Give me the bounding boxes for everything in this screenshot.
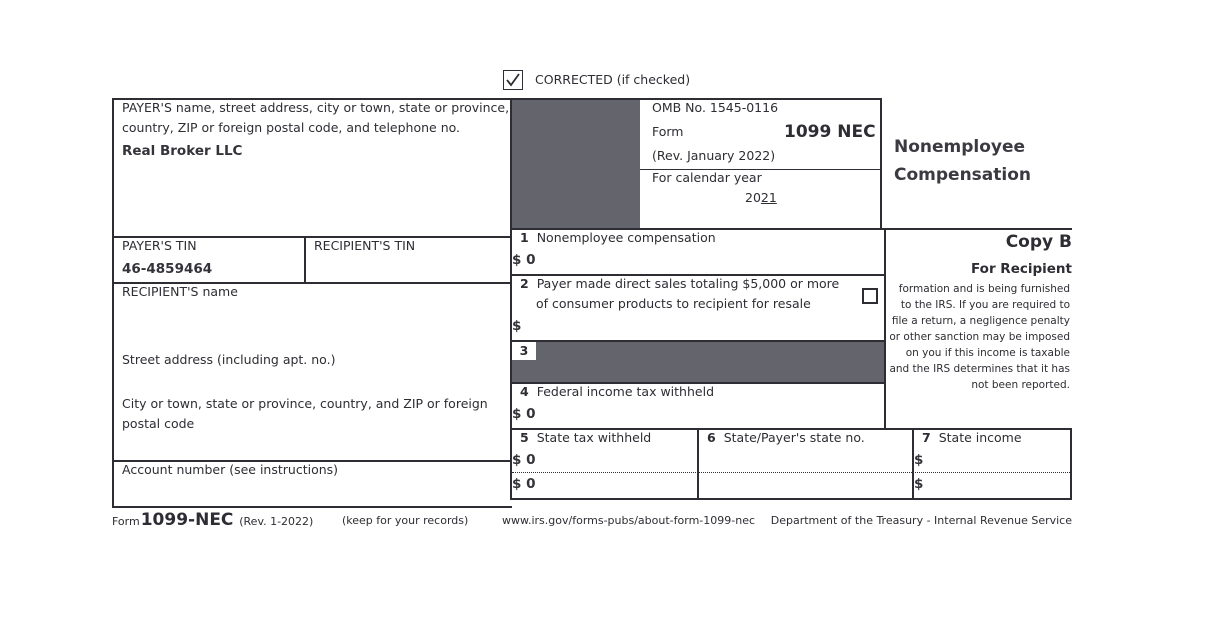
box5-label: 5 State tax withheld (520, 430, 652, 445)
box7-label: 7 State income (922, 430, 1022, 445)
footer-form (112, 510, 313, 530)
box2-label-line2: of consumer products to recipient for resale (536, 296, 811, 311)
recipient-city-label-line1: City or town, state or province, country, and ZIP or foreign (122, 396, 488, 411)
copy-notice-line: or other sanction may be imposed (889, 331, 1070, 343)
footer-form-prefix: Form (112, 515, 140, 528)
box6-label: 6 State/Payer's state no. (707, 430, 865, 445)
box1-label: 1 Nonemployee compensation (520, 230, 716, 245)
copy-notice-line: to the IRS. If you are required to (900, 299, 1070, 311)
box4-label: 4 Federal income tax withheld (520, 384, 714, 399)
year-prefix: 20 (745, 190, 761, 205)
corrected-label: CORRECTED (if checked) (535, 72, 691, 87)
year-suffix: 21 (760, 190, 777, 205)
box2-checkbox[interactable] (862, 288, 878, 304)
copy-notice-line: and the IRS determines that it has (889, 363, 1070, 375)
box2-value: $ (512, 318, 522, 334)
copy-notice-line: file a return, a negligence penalty (891, 315, 1070, 327)
copy-notice-line: formation and is being furnished (898, 283, 1070, 295)
box1-value: $ 0 (512, 252, 536, 268)
shaded-area (512, 100, 640, 228)
recipient-city-label-line2: postal code (122, 416, 195, 431)
form-label: Form (652, 124, 684, 139)
footer-keep: (keep for your records) (342, 514, 469, 527)
footer-url[interactable]: www.irs.gov/forms-pubs/about-form-1099-nec (502, 514, 756, 527)
box2-label-line1: 2 Payer made direct sales totaling $5,000 or more (520, 276, 840, 291)
box4-value: $ 0 (512, 406, 536, 422)
calendar-year-label: For calendar year (652, 170, 762, 185)
payer-tin-label: PAYER'S TIN (122, 238, 197, 253)
copy-notice-line: not been reported. (971, 379, 1070, 391)
box3-number: 3 (512, 342, 536, 360)
recipient-street-label: Street address (including apt. no.) (122, 352, 336, 367)
form-title-line2: Compensation (894, 165, 1031, 185)
recipient-tin-label: RECIPIENT'S TIN (314, 238, 416, 253)
payer-tin: 46-4859464 (122, 261, 213, 277)
copy-notice-line: on you if this income is taxable (905, 347, 1070, 359)
copy-subtitle: For Recipient (971, 261, 1072, 277)
box5-value-1: $ 0 (512, 452, 536, 468)
calendar-year (745, 188, 777, 208)
box3-shaded (512, 342, 884, 382)
payer-label-line1: PAYER'S name, street address, city or town, state or province, (122, 100, 510, 115)
checkmark-icon (504, 71, 522, 89)
footer-dept: Department of the Treasury - Internal Revenue Service (770, 514, 1072, 527)
account-number-label: Account number (see instructions) (122, 462, 339, 477)
omb-number: OMB No. 1545-0116 (652, 100, 779, 115)
payer-label-line2: country, ZIP or foreign postal code, and telephone no. (122, 120, 461, 135)
box5-value-2: $ 0 (512, 476, 536, 492)
footer-form-name: 1099-NEC (140, 510, 234, 530)
box7-value-1: $ (914, 452, 924, 468)
recipient-name-label: RECIPIENT'S name (122, 284, 238, 299)
form-name: 1099 NEC (784, 122, 876, 142)
footer-rev: (Rev. 1-2022) (239, 515, 314, 528)
box7-value-2: $ (914, 476, 924, 492)
payer-name: Real Broker LLC (122, 143, 243, 159)
form-revision: (Rev. January 2022) (652, 148, 776, 163)
form-title-line1: Nonemployee (894, 137, 1026, 157)
corrected-checkbox[interactable] (503, 70, 523, 90)
copy-title: Copy B (1005, 232, 1072, 252)
